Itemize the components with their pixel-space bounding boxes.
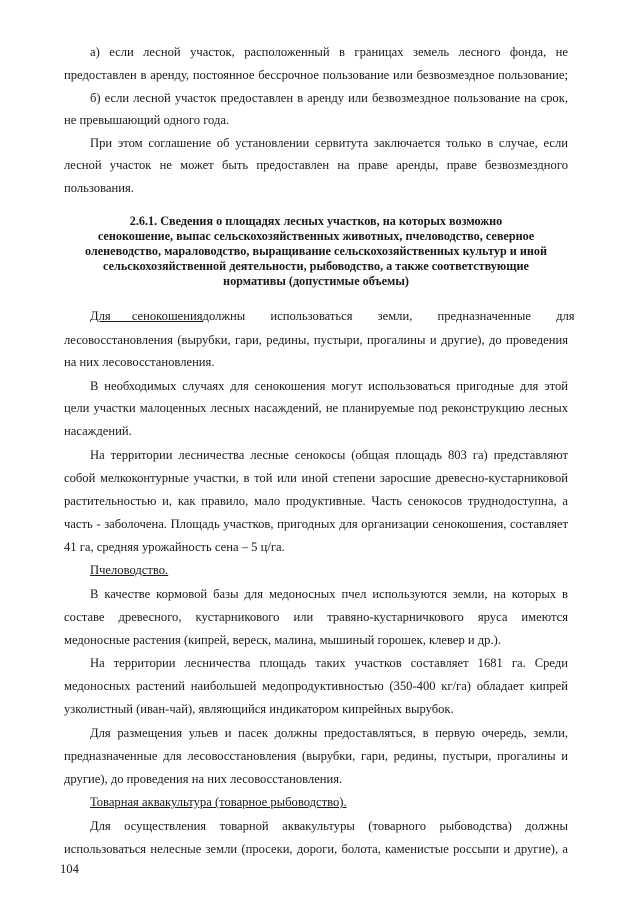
- paragraph-line: пользования.: [64, 181, 134, 195]
- paragraph-line: В необходимых случаях для сенокошения могут использоваться пригодные для этой: [90, 379, 568, 393]
- beekeeping-title: [90, 563, 568, 578]
- paragraph-line: Для размещения ульев и пасек должны предоставляться, в первую очередь, земли,: [90, 726, 568, 740]
- paragraph-line: На территории лесничества площадь таких участков составляет 1681 га. Среди: [90, 656, 568, 670]
- heading-line: нормативы (допустимые объемы): [223, 274, 409, 288]
- paragraph-line: При этом соглашение об установлении сервитута заключается только в случае, если: [90, 136, 568, 150]
- paragraph-line: предназначенные для лесовосстановления (вырубки, гари, редины, пустыри, прогалины и: [64, 749, 568, 763]
- paragraph-line: часть - заболочена. Площадь участков, пригодных для организации сенокошения, составляет: [64, 517, 568, 531]
- paragraph-line: лесовосстановления (вырубки, гари, редины, пустыри, прогалины и другие), до проведения: [64, 333, 568, 347]
- paragraph-line: насаждений.: [64, 424, 132, 438]
- paragraph-line: цели участки малоценных лесных насаждений, не планируемые под реконструкцию лесных: [64, 401, 568, 415]
- aquaculture-title-text: Товарная аквакультура (товарное рыбоводство).: [90, 795, 347, 809]
- beekeeping-title-text: Пчеловодство.: [90, 563, 169, 577]
- aquaculture-title: [90, 795, 568, 810]
- heading-line: сенокошение, выпас сельскохозяйственных животных, пчеловодство, северное: [97, 229, 535, 243]
- paragraph-line: В качестве кормовой базы для медоносных пчел используются земли, на которых в: [90, 587, 568, 601]
- haymaking-label: Для сенокошения: [90, 309, 203, 323]
- paragraph-line: собой мелкоконтурные участки, в той или иной степени заросшие древесно-кустарниковой: [64, 471, 568, 485]
- paragraph-line: предоставлен в аренду, постоянное бессрочное пользование или безвозмездное пользование;: [64, 68, 568, 82]
- paragraph-line: 41 га, средняя урожайность сена – 5 ц/га.: [64, 540, 285, 554]
- heading-line: 2.6.1. Сведения о площадях лесных участков, на которых возможно: [129, 214, 503, 228]
- paragraph-line: лесной участок не может быть предоставлен на праве аренды, праве безвозмездного: [64, 158, 568, 172]
- heading-line: оленеводство, мараловодство, выращивание сельскохозяйственных культур и иной: [84, 244, 548, 258]
- paragraph-line: На территории лесничества лесные сенокосы (общая площадь 803 га) представляют: [90, 448, 568, 462]
- paragraph-line: растительностью и, как правило, мало продуктивные. Часть сенокосов труднодоступна, а: [64, 494, 568, 508]
- paragraph-line: б) если лесной участок предоставлен в аренду или безвозмездное пользование на срок,: [90, 91, 568, 105]
- page-number: 104: [60, 862, 79, 876]
- paragraph-line: узколистный (иван-чай), являющийся индикатором кипрейных вырубок.: [64, 702, 454, 716]
- paragraph-line: Для осуществления товарной аквакультуры (товарного рыбоводства) должны: [90, 819, 568, 833]
- haymaking-line-rest: должны использоваться земли, предназначенные для: [202, 309, 575, 323]
- paragraph-line: не превышающий одного года.: [64, 113, 230, 127]
- paragraph-line: [90, 309, 575, 324]
- paragraph-line: медоносных растений наибольшей медопродуктивностью (350-400 кг/га) обладает кипрей: [64, 679, 568, 693]
- paragraph-line: медоносные растения (кипрей, вереск, малина, мышиный горошек, клевер и др.).: [64, 633, 501, 647]
- paragraph-line: составе древесного, кустарникового или травяно-кустарничкового яруса имеются: [64, 610, 568, 624]
- paragraph-line: другие), до проведения на них лесовосстановления.: [64, 772, 343, 786]
- paragraph-line: а) если лесной участок, расположенный в границах земель лесного фонда, не: [90, 45, 568, 59]
- heading-line: сельскохозяйственной деятельности, рыбоводство, а также соответствующие: [103, 259, 529, 273]
- paragraph-line: использоваться нелесные земли (просеки, дороги, болота, каменистые россыпи и другие), а: [64, 842, 568, 856]
- paragraph-line: на них лесовосстановления.: [64, 355, 215, 369]
